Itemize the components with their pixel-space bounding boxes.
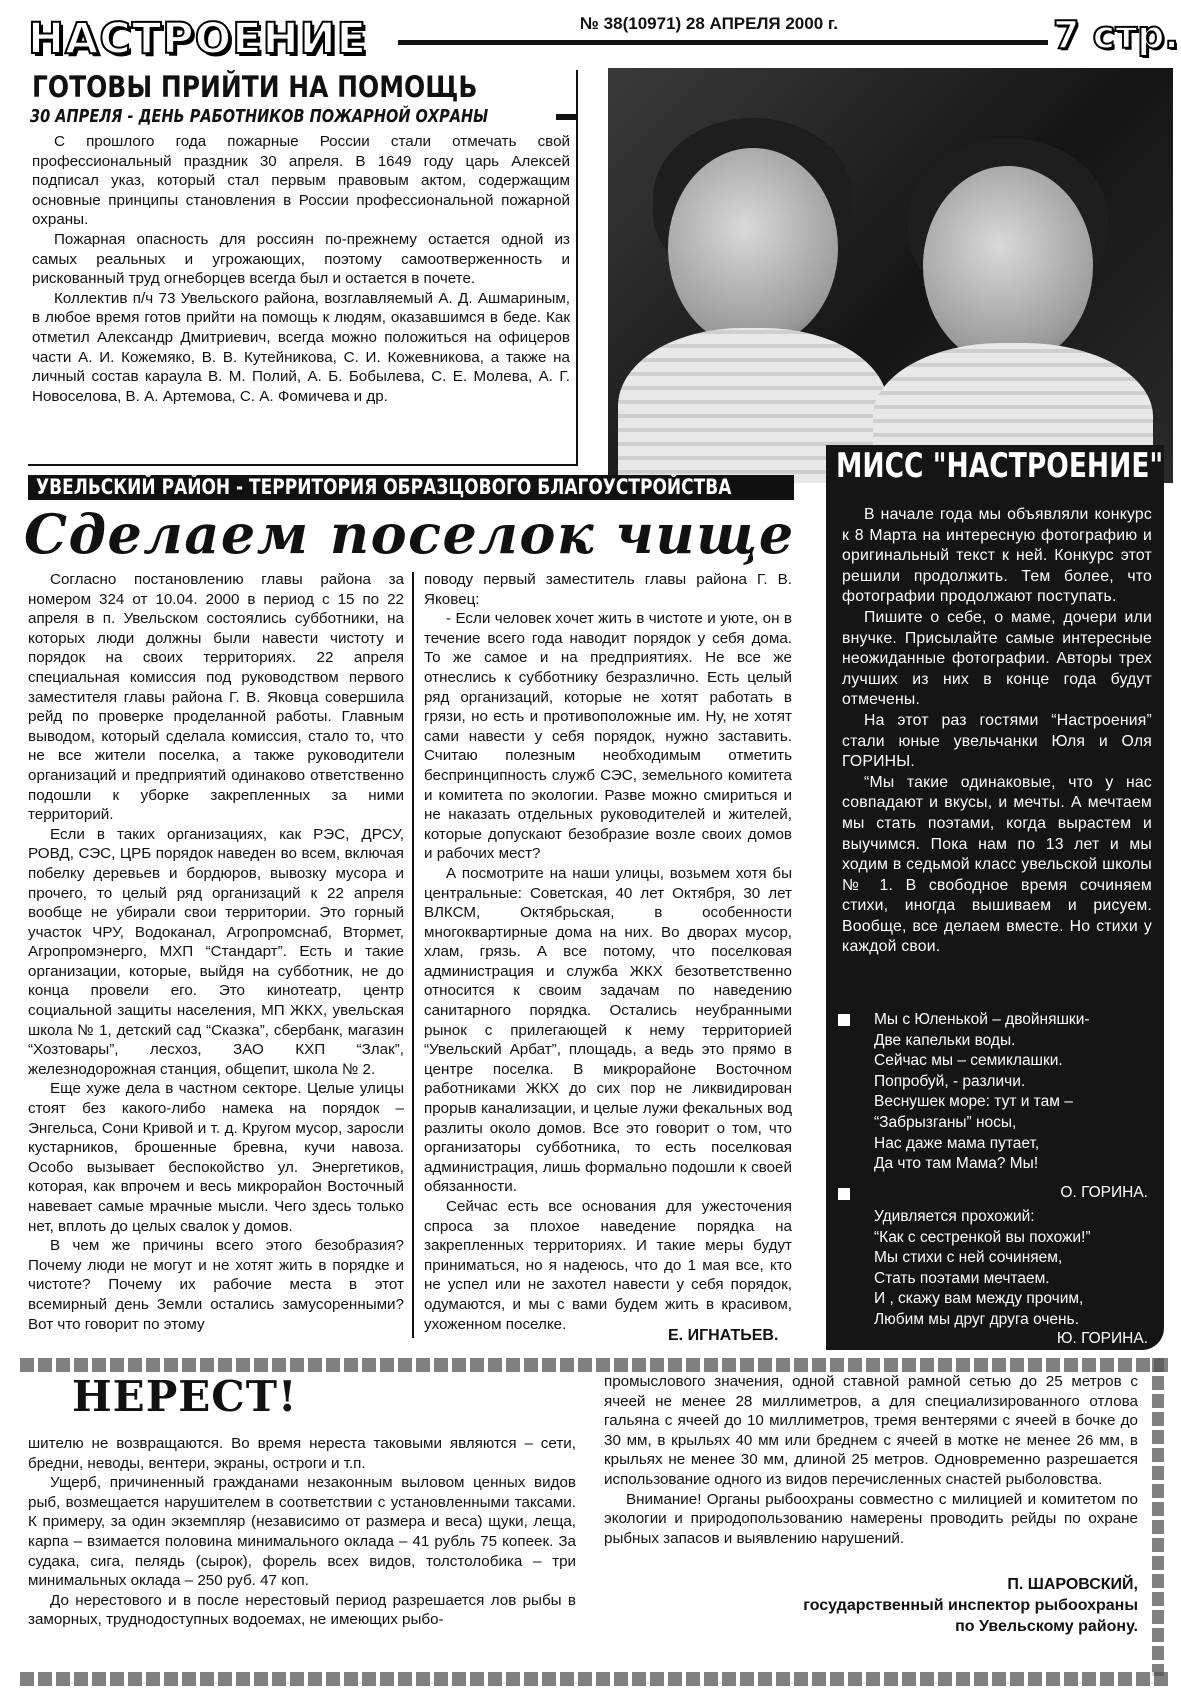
author-name: П. ШАРОВСКИЙ, — [1007, 1576, 1138, 1593]
poem-line: Стать поэтами мечтаем. — [874, 1269, 1050, 1287]
square-bullet-icon — [838, 1188, 850, 1200]
miss-paragraph: На этот раз гостями “Настроения” стали юные увельчанки Юля и Оля ГОРИНЫ. — [842, 711, 1152, 771]
square-bullet-icon — [838, 1014, 850, 1026]
girl-face-right — [923, 166, 1093, 366]
section-banner-text: УВЕЛЬСКИЙ РАЙОН - ТЕРРИТОРИЯ ОБРАЗЦОВОГО БЛАГОУСТРОЙСТВА — [36, 475, 732, 499]
poem-line: Мы стихи с ней сочиняем, — [874, 1249, 1063, 1267]
clean-article-title: Сделаем поселок чище — [24, 502, 795, 566]
section-divider — [20, 1358, 1170, 1372]
miss-paragraph: В начале года мы объявляли конкурс к 8 Марта на интересную фотографию и оригинальный текст к ней. Конкурс этот решили продолжить. Тем более, что фотографии продолжают поступать. — [842, 506, 1152, 606]
poem-line: Попробуй, - различи. — [874, 1072, 1026, 1090]
miss-contest-box — [826, 445, 1164, 1350]
subtitle-rule — [556, 114, 576, 120]
poem-author: О. ГОРИНА. — [1060, 1184, 1148, 1201]
poem-line: И , скажу вам между прочим, — [874, 1290, 1084, 1308]
issue-info: № 38(10971) 28 АПРЕЛЯ 2000 г. — [580, 14, 838, 33]
fire-paragraph: С прошлого года пожарные России стали отмечать свой профессиональный праздник 30 апреля. В 1649 году царь Алексей подписал указ, который стал первым правовым актом, содержащим основные принципы становления в России профессиональной пожарной охраны. — [32, 133, 570, 229]
fire-article-title: ГОТОВЫ ПРИЙТИ НА ПОМОЩЬ — [32, 70, 478, 104]
poem-author-row-1 — [838, 1183, 1148, 1205]
header-rule — [398, 40, 1048, 45]
fire-article — [28, 70, 578, 466]
spawn-article-col2 — [604, 1372, 1138, 1548]
poem-line: Сейчас мы – семиклашки. — [874, 1052, 1063, 1070]
fire-article-body — [32, 132, 570, 406]
poem-block-1 — [844, 1010, 1154, 1175]
clean-article-col2 — [424, 570, 792, 1334]
clean-paragraph: Согласно постановлению главы района за номером 324 от 10.04. 2000 в период с 15 по 22 апреля в п. Увельском состоялись субботники, на которых люди должны были навести чистоту и порядок на своих территориях. 22 апреля специальная комиссия под руководством первого заместителя главы района Г. В. Яковца совершила рейд по проверке проделанной работы. Главным выводом, который сделала комиссия, стало то, что не все жители поселка, а также руководители организаций и предприятий одинаково ответственно подошли к уборке закрепленных за ними территорий. — [28, 571, 404, 824]
clean-paragraph: В чем же причины всего этого безобразия? Почему люди не могут и не хотят жить в порядке и чистоте? Почему их рабочие места в этот всемирный день Земли остались замусоренными? Вот что говорит по этому — [28, 1237, 404, 1333]
poem-line: Удивляется прохожий: — [874, 1208, 1035, 1225]
poem-line: Веснушек море: тут и там – — [874, 1093, 1073, 1111]
poem-line: Две капельки воды. — [874, 1031, 1016, 1049]
spawn-article-col1 — [28, 1434, 576, 1630]
spawn-article-signature — [604, 1574, 1138, 1637]
miss-body — [842, 505, 1152, 958]
poem-line: “Как с сестренкой вы похожи!” — [874, 1228, 1091, 1246]
clean-paragraph: Если в таких организациях, как РЭС, ДРСУ, РОВД, СЭС, ЦРБ порядок наведен во всем, включая побелку деревьев и бордюров, вывозку мусора и прочего, то целый ряд организаций к 22 апреля вообще не убирали свои территории. Это горный участок ЧРУ, Водоканал, Агропромснаб, Втормет, Агропромэнерго, МХП “Стандарт”. Есть и такие организации, которые, выйдя на субботник, не до конца провели его. Это кинотеатр, центр социальной защиты населения, МП ЖКХ, увельская школа № 1, детский сад “Сказка”, сбербанк, магазин “Хозтовары”, лесхоз, ЗАО КХП “Злак”, железнодорожная станция, общепит, школа № 2. — [28, 825, 404, 1078]
column-rule — [412, 572, 414, 1338]
poem-line: “Забрызганы” носы, — [874, 1113, 1017, 1131]
poem-line: Любим мы друг друга очень. — [874, 1310, 1079, 1328]
clean-paragraph: Сейчас есть все основания для ужесточения спроса за плохое наведение порядка на закрепленных территориях. И такие меры будут приниматься, но я надеюсь, что до 1 мая все, кто не успел или не захотел навести у себя порядок, одумаются, и мы с вами будем жить в красивом, ухоженном поселке. — [424, 1198, 792, 1333]
author-role: по Увельскому району. — [955, 1618, 1138, 1635]
miss-paragraph: Пишите о себе, о маме, дочери или внучке. Присылайте самые интересные неожиданные фотографии. Авторы трех лучших из них в конце года будут отмечены. — [842, 608, 1152, 709]
spawn-box-frame — [1152, 1358, 1164, 1676]
clean-paragraph: поводу первый заместитель главы района Г. В. Яковец: — [424, 571, 792, 608]
poem-block-2 — [874, 1207, 1154, 1331]
clean-article-author: Е. ИГНАТЬЕВ. — [668, 1327, 779, 1344]
spawn-paragraph: Ущерб, причиненный гражданами незаконным выловом ценных видов рыб, возмещается нарушителем в соответствии с установленными таксами. К примеру, за один экземпляр (независимо от размера и веса) щуки, леща, карпа – взимается половина минимального оклада – 41 рубль 75 копеек. За судака, сига, пелядь (сырок), форель всех видов, толстолобика – три минимальных оклада – 250 руб. 47 коп. — [28, 1474, 576, 1590]
fire-paragraph: Пожарная опасность для россиян по-прежнему остается одной из самых реальных и угрожающих, поэтому самоотверженность и рискованный труд огнеборцев всегда был и остается в почете. — [32, 230, 570, 288]
clean-paragraph: Еще хуже дела в частном секторе. Целые улицы стоят без какого-либо намека на порядок – Энгельса, Сони Кривой и т. д. Кругом мусор, заросли кустарников, брошенные бревна, кучи навоза. Особо вызывает беспокойство ул. Энергетиков, которая, как впрочем и весь микрорайон Восточный навевает самые мрачные мысли. Чего здесь только нет, вплоть до целых свалок у домов. — [28, 1080, 404, 1235]
clean-paragraph: А посмотрите на наши улицы, возьмем хотя бы центральные: Советская, 40 лет Октября, 30 лет ВЛКСМ, Октябрьская, в особенности многоквартирные дома на них. Во дворах мусор, хлам, грязь. А все потому, что поселковая администрация и служба ЖКХ безответственно относится к своим задачам по наведению санитарного порядка. Остались неубранными рынок с прилегающей к нему территорией “Увельский Арбат”, площадь, а ведь это прямо в центре поселка. В микрорайоне Восточном работниками ЖКХ до сих пор не ликвидирован прорыв канализации, и целые лужи фекальных вод разлиты около домов. Все это говорит о том, что организаторы субботника, то есть поселковая администрация, лишь формально подошли к своей обязанности. — [424, 864, 792, 1196]
clean-article-col1 — [28, 570, 404, 1334]
twins-photo — [608, 68, 1173, 483]
spawn-paragraph: шителю не возвращаются. Во время нереста таковыми являются – сети, бредни, неводы, вентери, экраны, остроги и т.п. — [28, 1435, 576, 1472]
poem-author: Ю. ГОРИНА. — [1056, 1330, 1148, 1347]
page-number: 7 стр. — [1053, 13, 1179, 57]
section-divider — [20, 1672, 1170, 1686]
fire-article-subtitle — [28, 106, 576, 128]
fire-subtitle-text: 30 АПРЕЛЯ - ДЕНЬ РАБОТНИКОВ ПОЖАРНОЙ ОХРАНЫ — [30, 107, 489, 127]
miss-paragraph: “Мы такие одинаковые, что у нас совпадают и вкусы, и мечты. А мечтаем мы стать поэтами, когда вырастем и выучимся. Пока нам по 13 лет и мы ходим в седьмой класс увельской школы № 1. В свободное время сочиняем стихи, иногда вышиваем и рисуем. Вообще, все делаем вместе. Но стихи у каждой свои. — [842, 773, 1152, 956]
poem-line: Нас даже мама путает, — [874, 1134, 1040, 1152]
poem-line: Мы с Юленькой – двойняшки- — [874, 1011, 1090, 1028]
spawn-paragraph: До нерестового и в после нерестовый период разрешается лов рыбы в заморных, труднодоступных водоемах, не имеющих рыбо- — [28, 1591, 576, 1629]
miss-title: МИСС "НАСТРОЕНИЕ" — [836, 446, 1164, 486]
poem-line: Да что там Мама? Мы! — [874, 1155, 1039, 1173]
author-role: государственный инспектор рыбоохраны — [803, 1597, 1138, 1614]
clean-paragraph: - Если человек хочет жить в чистоте и уюте, он в течение всего года наводит порядок у себя дома. То же самое и на предприятиях. Не все же отнеслись к субботнику безразлично. Есть целый ряд организаций, которые не хотят работать в грязи, но есть и противоположные им. Ну, не хотят сами навести у себя порядок, нужно заставить. Считаю полезным необходимым отметить беспринципность служб СЭС, земельного комитета и комитета по экологии. Разве можно смириться и не наказать отдельных руководителей и жителей, которые допускают безобразие возле своих домов и рабочих мест? — [424, 610, 792, 863]
spawn-article-title: НЕРЕСТ! — [72, 1372, 298, 1421]
girl-face-left — [668, 148, 838, 348]
fire-paragraph: Коллектив п/ч 73 Увельского района, возглавляемый А. Д. Ашмариным, в любое время готов прийти на помощь к людям, оказавшимся в беде. Как отметил Александр Дмитриевич, всегда можно положиться на офицеров части А. И. Кожемяко, В. В. Кутейникова, С. И. Кожевникова, а также на личный состав караула В. М. Полий, А. Б. Бобылева, С. Е. Молева, А. Г. Новоселова, В. А. Артемова, С. А. Фомичева и др. — [32, 289, 570, 405]
spawn-paragraph: Внимание! Органы рыбоохраны совместно с милицией и комитетом по экологии и природопользованию намерены проводить рейды по охране рыбных запасов и выявлению нарушений. — [604, 1490, 1138, 1547]
section-banner — [28, 475, 794, 500]
spawn-paragraph: промыслового значения, одной ставной рамной сетью до 25 метров с ячеей не менее 28 миллиметров, а для специализированного отлова гальяна с ячеей до 10 миллиметров, тремя вентерями с ячеей в бочке до 30 мм, в крыльях 40 мм или бреднем с ячеей в мотке не менее 26 мм, в крыльях не менее 30 мм, длиной 25 метров. Одновременно разрешается использование одного из видов перечисленных снастей рыболовства. — [604, 1373, 1138, 1488]
newspaper-section-title: НАСТРОЕНИЕ — [28, 14, 367, 64]
